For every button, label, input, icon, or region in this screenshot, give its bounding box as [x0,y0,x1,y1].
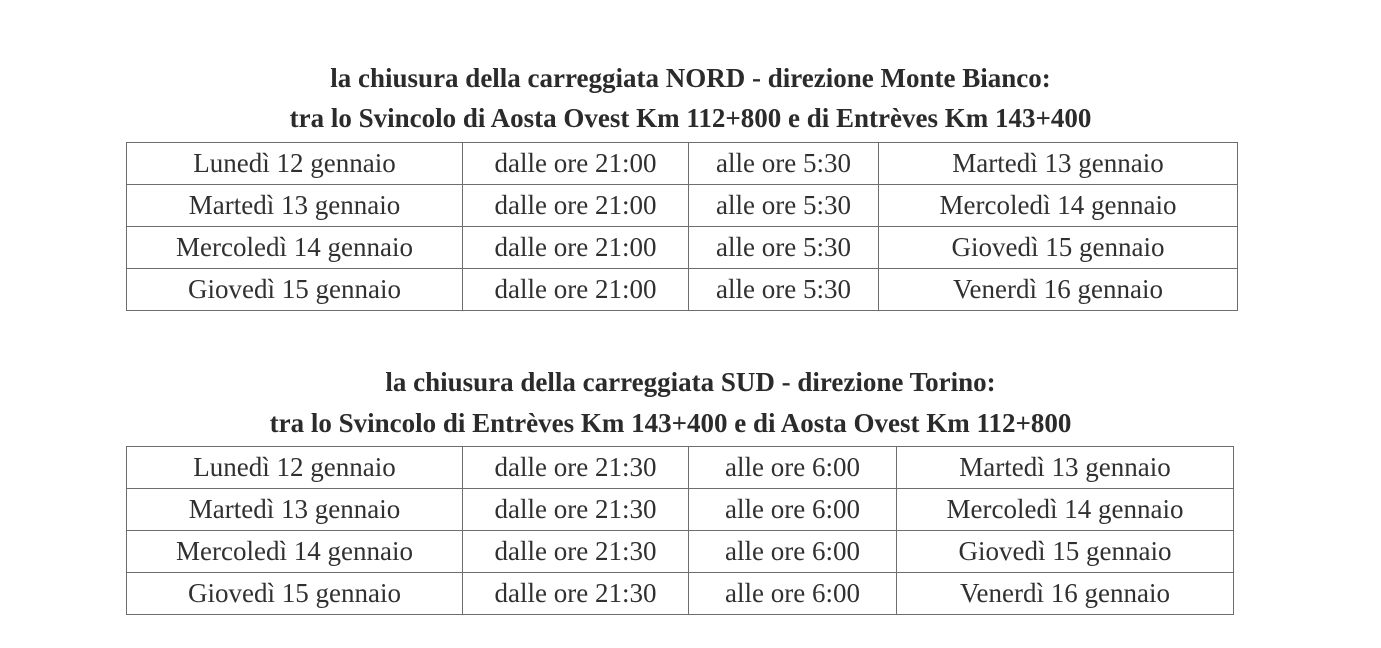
from-day-cell: Martedì 13 gennaio [127,489,463,531]
from-time-cell: dalle ore 21:00 [463,143,689,185]
from-day-cell: Mercoledì 14 gennaio [127,531,463,573]
table-row [127,447,1234,489]
from-time-cell: dalle ore 21:00 [463,269,689,311]
to-day-cell: Giovedì 15 gennaio [879,227,1238,269]
to-day-cell: Mercoledì 14 gennaio [879,185,1238,227]
to-time-cell: alle ore 5:30 [689,227,879,269]
table-row [127,143,1238,185]
from-time-cell: dalle ore 21:30 [463,489,689,531]
to-time-cell: alle ore 5:30 [689,269,879,311]
from-day-cell: Giovedì 15 gennaio [127,573,463,615]
to-time-cell: alle ore 6:00 [689,489,897,531]
from-day-cell: Martedì 13 gennaio [127,185,463,227]
nord-closure-table [126,142,1238,311]
to-time-cell: alle ore 6:00 [689,531,897,573]
to-time-cell: alle ore 6:00 [689,447,897,489]
from-time-cell: dalle ore 21:00 [463,185,689,227]
from-time-cell: dalle ore 21:30 [463,531,689,573]
to-day-cell: Mercoledì 14 gennaio [897,489,1234,531]
table-row [127,573,1234,615]
sud-closure-table [126,446,1234,615]
from-day-cell: Giovedì 15 gennaio [127,269,463,311]
section-nord-title: la chiusura della carreggiata NORD - direzione Monte Bianco: [330,63,1051,93]
to-day-cell: Martedì 13 gennaio [897,447,1234,489]
from-time-cell: dalle ore 21:30 [463,447,689,489]
from-time-cell: dalle ore 21:00 [463,227,689,269]
to-time-cell: alle ore 5:30 [689,143,879,185]
to-day-cell: Venerdì 16 gennaio [897,573,1234,615]
table-row [127,269,1238,311]
section-sud-title: la chiusura della carreggiata SUD - direzione Torino: [385,367,996,397]
to-day-cell: Venerdì 16 gennaio [879,269,1238,311]
section-nord-subtitle: tra lo Svincolo di Aosta Ovest Km 112+800 e di Entrèves Km 143+400 [289,103,1092,133]
table-row [127,227,1238,269]
from-time-cell: dalle ore 21:30 [463,573,689,615]
from-day-cell: Lunedì 12 gennaio [127,143,463,185]
to-day-cell: Martedì 13 gennaio [879,143,1238,185]
section-sud-subtitle: tra lo Svincolo di Entrèves Km 143+400 e di Aosta Ovest Km 112+800 [269,408,1072,438]
table-row [127,489,1234,531]
to-day-cell: Giovedì 15 gennaio [897,531,1234,573]
table-row [127,531,1234,573]
table-row [127,185,1238,227]
from-day-cell: Mercoledì 14 gennaio [127,227,463,269]
from-day-cell: Lunedì 12 gennaio [127,447,463,489]
to-time-cell: alle ore 6:00 [689,573,897,615]
to-time-cell: alle ore 5:30 [689,185,879,227]
